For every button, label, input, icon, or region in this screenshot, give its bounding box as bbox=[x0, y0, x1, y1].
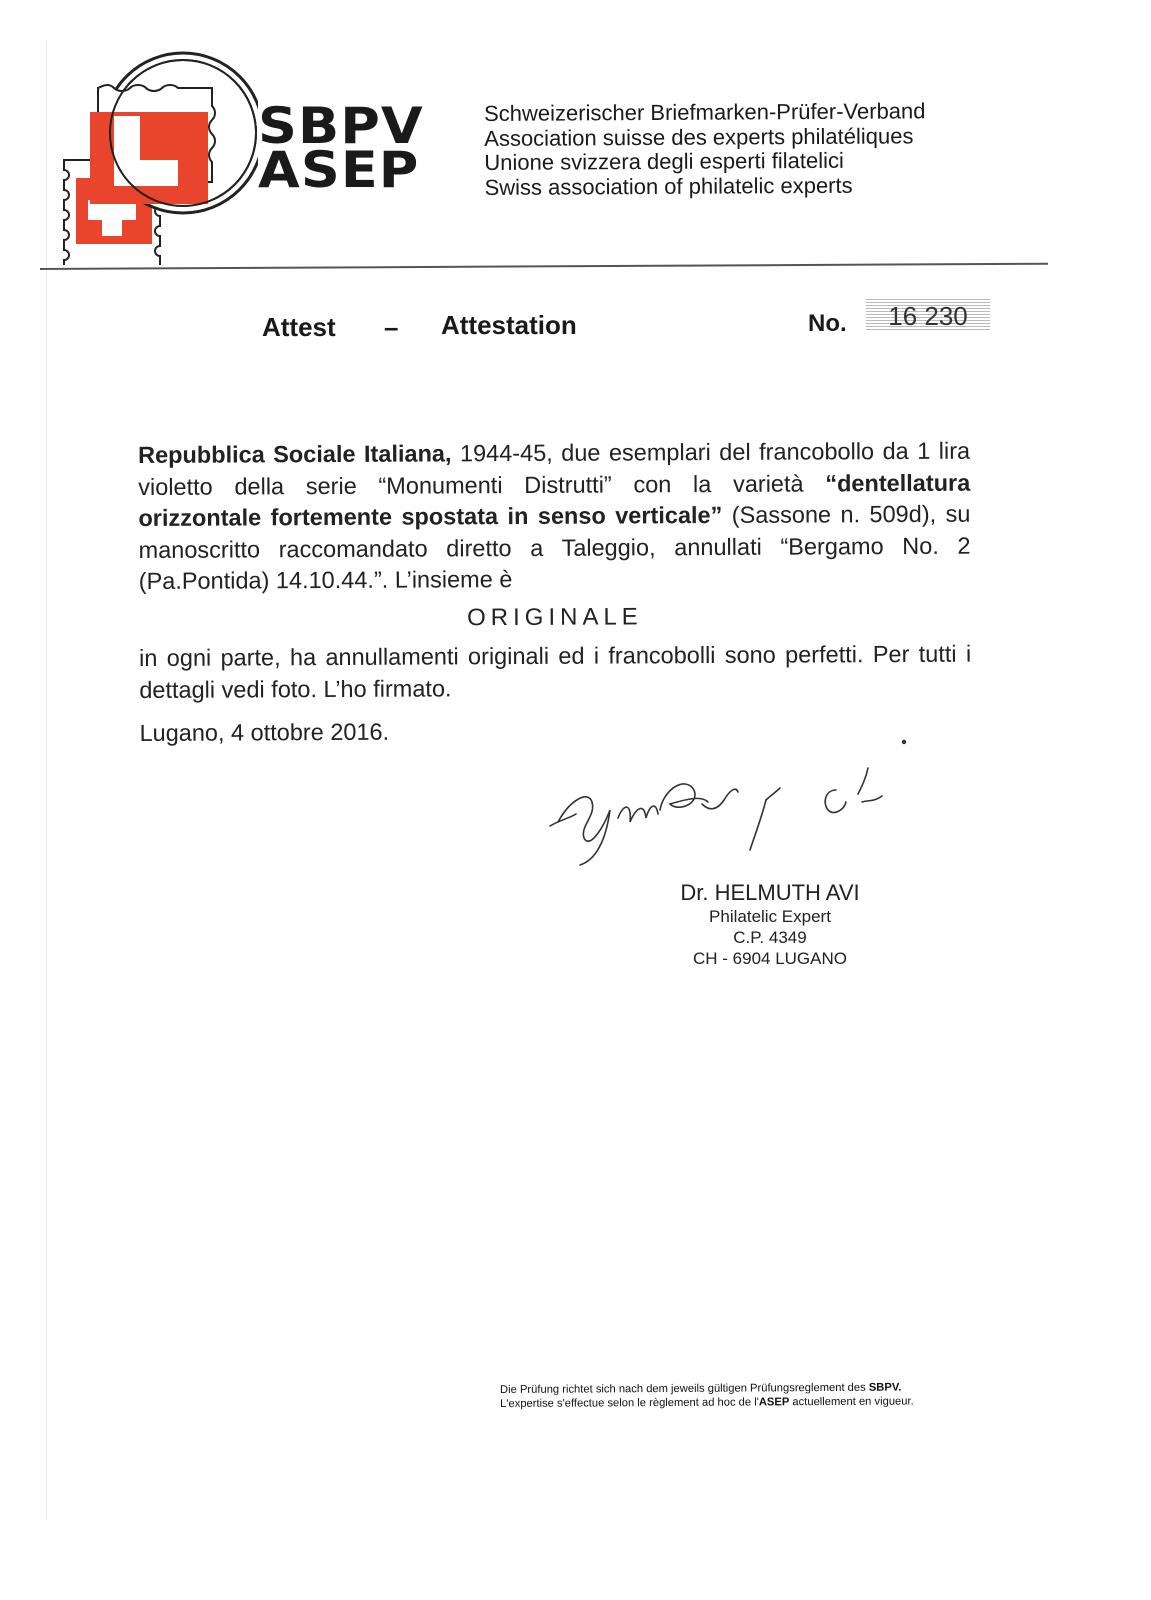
title-attest: Attest bbox=[262, 312, 336, 342]
expert-block bbox=[620, 880, 920, 969]
attestation-body bbox=[138, 436, 972, 750]
variety-name: “dentellatura orizzontale fortemente spostata in senso verticale” bbox=[138, 469, 971, 531]
handwritten-signature bbox=[540, 730, 920, 880]
footer-fr-text-2: actuellement en vigueur. bbox=[789, 1395, 914, 1409]
assoc-name-it: Unione svizzera degli esperti filatelici bbox=[484, 147, 844, 175]
certificate-number: 16 230 bbox=[866, 298, 990, 330]
country-name: Repubblica Sociale Italiana, bbox=[138, 440, 452, 468]
certificate-number-label: No. bbox=[808, 310, 847, 337]
sbpv-asep-logo bbox=[58, 50, 258, 265]
front-stamp-red bbox=[90, 112, 208, 204]
brand-wordmark bbox=[258, 97, 424, 199]
expert-name: Dr. HELMUTH AVI bbox=[680, 880, 860, 905]
title-attestation: Attestation bbox=[441, 310, 577, 340]
description-text-2: (Sassone n. 509d), su manoscritto raccomandato diretto a Taleggio, annullati “Bergamo No. 2 (Pa.Pontida) 14.10.44.”. L’insieme è bbox=[138, 500, 971, 594]
place-date: Lugano, 4 ottobre 2016. bbox=[139, 718, 390, 746]
brand-asep: ASEP bbox=[258, 141, 420, 199]
assoc-name-fr: Association suisse des experts philatéliques bbox=[484, 122, 914, 151]
footer-de-text: Die Prüfung richtet sich nach dem jeweils gültigen Prüfungsreglement des bbox=[500, 1381, 869, 1396]
expert-city: CH - 6904 LUGANO bbox=[693, 949, 847, 968]
description-text-1: 1944-45, due esemplari del francobollo da 1 lira violetto della serie “Monumenti Distrutti” con la varietà bbox=[138, 437, 971, 500]
brand-sbpv: SBPV bbox=[258, 97, 424, 155]
description-paragraph bbox=[138, 436, 971, 598]
expert-role: Philatelic Expert bbox=[709, 907, 831, 926]
association-names bbox=[484, 99, 926, 200]
title-dash: – bbox=[384, 312, 399, 342]
footer-line-fr bbox=[500, 1394, 914, 1411]
assoc-name-de: Schweizerischer Briefmarken-Prüfer-Verband bbox=[483, 98, 926, 126]
expert-po-box: C.P. 4349 bbox=[733, 928, 807, 947]
verdict-paragraph: in ogni parte, ha annullamenti originali ed i francobolli sono perfetti. Per tutti i dettagli vedi foto. L’ho firmato. bbox=[139, 640, 972, 703]
footer-fr-text-1: L'expertise s'effectue selon le règlement ad hoc de l' bbox=[500, 1396, 759, 1410]
regulation-footer bbox=[500, 1380, 914, 1411]
page-edge-shadow bbox=[46, 40, 47, 1520]
assoc-name-en: Swiss association of philatelic experts bbox=[484, 172, 853, 200]
footer-de-bold: SBPV. bbox=[868, 1381, 902, 1394]
front-cross-h bbox=[114, 160, 178, 186]
verdict-original: ORIGINALE bbox=[467, 602, 643, 631]
footer-fr-bold: ASEP bbox=[758, 1396, 790, 1409]
